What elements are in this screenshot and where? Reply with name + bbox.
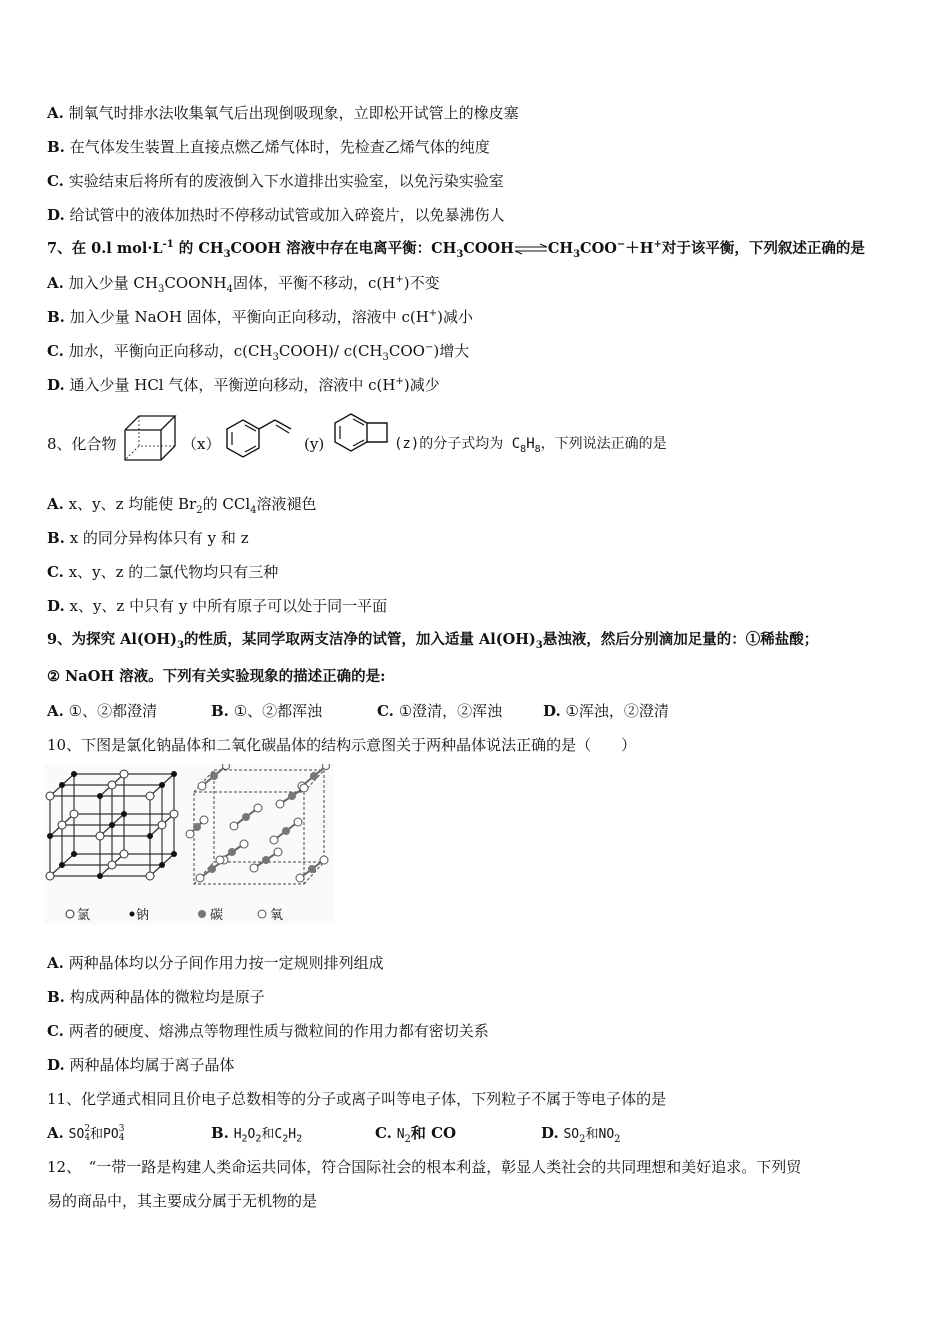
q7-option-d [47, 375, 440, 395]
legend-carbon: 碳 [210, 908, 224, 923]
q9-option-a [47, 701, 211, 721]
sup: + [428, 308, 438, 319]
sub: 2 [255, 1133, 262, 1145]
sub: 3 [456, 248, 464, 260]
q8-text: (z)的分子式均为 C [394, 436, 521, 452]
sup: − [616, 239, 626, 251]
option-label: A. [47, 274, 64, 292]
option-label: B. [211, 702, 229, 720]
option-text: 的 CCl [202, 495, 251, 513]
option-label: D. [543, 702, 561, 720]
sub: 2 [196, 505, 203, 516]
q10-option-b [47, 987, 265, 1007]
q7-option-c [47, 341, 469, 361]
q8-lead: 化合物 [71, 435, 117, 453]
q7-text: 对于该平衡，下列叙述正确的是 [661, 240, 865, 257]
option-label: A. [47, 954, 64, 972]
q11-options [47, 1123, 621, 1145]
sub: 3 [176, 639, 184, 651]
option-text: )减小 [437, 308, 474, 326]
q6-option-c [47, 171, 504, 191]
formula-text: 和PO [90, 1127, 119, 1142]
sub: 2 [614, 1134, 621, 1145]
option-text: 加入少量 CH [68, 274, 158, 292]
q7-text: ＋H [625, 240, 654, 257]
q10-option-d [47, 1055, 235, 1075]
formula-text: H [233, 1127, 242, 1142]
q6-option-b [47, 137, 490, 157]
q8-text: H [526, 436, 535, 452]
q11-option-d [541, 1123, 621, 1145]
q7-text: COOH 溶液中存在电离平衡：CH [230, 240, 457, 257]
q7-text: COOH [463, 240, 514, 257]
q9-option-c [377, 701, 543, 721]
legend-sodium: 钠 [136, 908, 150, 923]
option-text: )增大 [433, 342, 470, 360]
option-text: 构成两种晶体的微粒均是原子 [69, 988, 265, 1006]
option-text: 溶液褪色 [256, 495, 317, 513]
sup: + [395, 376, 404, 387]
sup: + [653, 239, 662, 251]
sub: 4 [250, 505, 257, 516]
option-label: D. [47, 376, 65, 394]
q7-text: CH [547, 240, 574, 257]
option-label: A. [47, 702, 64, 720]
formula-text: H [288, 1127, 297, 1142]
q12-stem-line2: 易的商品中，其主要成分属于无机物的是 [47, 1192, 318, 1210]
option-text: 加水，平衡向正向移动，c(CH [68, 342, 273, 360]
option-text: 加入少量 NaOH 固体，平衡向正向移动，溶液中 c(H [69, 308, 429, 326]
option-text: COOH)/ c(CH [278, 342, 383, 360]
cubane-structure-icon [121, 412, 179, 462]
option-text: )减少 [403, 376, 440, 394]
sub: 3 [223, 248, 231, 260]
sub: 3 [157, 284, 165, 295]
option-label: D. [47, 597, 65, 615]
q11-option-a [47, 1123, 211, 1145]
q9-option-d [543, 701, 669, 721]
q8-number: 8、 [47, 435, 72, 453]
option-label: B. [47, 988, 65, 1006]
q9-option-b [211, 701, 377, 721]
sub: 2 [579, 1134, 586, 1145]
option-text: ①、②都浑浊 [233, 702, 323, 720]
q9-number: 9、 [47, 631, 72, 648]
formula-text: O [247, 1127, 256, 1142]
q10-stem: 10、下图是氯化钠晶体和二氧化碳晶体的结构示意图关于两种晶体说法正确的是（ ） [47, 736, 637, 754]
q7-text: 在 0.l mol·L [71, 240, 163, 257]
q9-stem-line1 [47, 630, 818, 650]
option-text: ①澄清，②浑浊 [398, 702, 503, 720]
q8-option-c [47, 562, 278, 582]
benzocyclobutene-structure-icon [331, 410, 393, 462]
option-label: A. [47, 104, 64, 122]
q8-number-lead [47, 434, 117, 454]
sub: 8 [520, 443, 527, 455]
charge-index: 3 4 [118, 1124, 125, 1143]
option-text: 固体，平衡不移动，c(H [233, 274, 396, 292]
formula-text: 和NO [585, 1127, 615, 1142]
formula-text: N [396, 1127, 405, 1142]
q10-option-a [47, 953, 384, 973]
sub: 3 [573, 248, 581, 260]
option-text: 两者的硬度、熔沸点等物理性质与微粒间的作用力都有密切关系 [68, 1022, 489, 1040]
option-label: C. [377, 702, 394, 720]
q9-options [47, 701, 669, 721]
q8-z-label [394, 434, 667, 454]
q7-stem [47, 239, 865, 259]
sub: 8 [534, 443, 541, 455]
q9-text: 的性质，某同学取两支洁净的试管，加入适量 Al(OH) [183, 631, 536, 648]
option-label: B. [47, 308, 65, 326]
q7-number: 7、 [47, 240, 72, 257]
option-text: 两种晶体均属于离子晶体 [69, 1056, 235, 1074]
charge-index: 2 4 [84, 1124, 91, 1143]
legend-chlorine: 氯 [77, 908, 91, 923]
option-text: 在气体发生装置上直接点燃乙烯气体时，先检查乙烯气体的纯度 [69, 138, 490, 156]
option-text: )不变 [403, 274, 440, 292]
option-label: D. [47, 1056, 65, 1074]
crystal-structure-figure [44, 764, 334, 924]
option-label: C. [47, 1022, 64, 1040]
sub: 4 [226, 284, 234, 295]
formula-text: 和C [261, 1127, 283, 1142]
q6-option-d [47, 205, 505, 225]
q7-text: COO [580, 240, 617, 257]
option-label: D. [47, 206, 65, 224]
option-text: x、y、z 中只有 y 中所有原子可以处于同一平面 [69, 597, 388, 615]
sub: 2 [282, 1133, 289, 1145]
sup: − [424, 342, 434, 353]
q7-text: 的 CH [173, 240, 224, 257]
sub: 2 [241, 1133, 248, 1145]
option-text: COO [388, 342, 425, 360]
q8-x-label: （x） [182, 435, 221, 453]
option-label: A. [47, 1124, 64, 1142]
sub: 3 [382, 352, 389, 363]
option-text: ①、②都澄清 [68, 702, 158, 720]
q9-text: 为探究 Al(OH) [71, 631, 177, 648]
option-label: B. [47, 529, 65, 547]
q10-option-c [47, 1021, 489, 1041]
option-text: 制氧气时排水法收集氧气后出现倒吸现象，立即松开试管上的橡皮塞 [68, 104, 519, 122]
equilibrium-arrow-icon [514, 243, 548, 255]
option-text: 两种晶体均以分子间作用力按一定规则排列组成 [68, 954, 384, 972]
styrene-structure-icon [223, 408, 298, 463]
option-text: x、y、z 的二氯代物均只有三种 [68, 563, 279, 581]
q11-stem: 11、化学通式相同且价电子总数相等的分子或离子叫等电子体，下列粒子不属于等电子体的是 [47, 1090, 667, 1108]
formula-text: 和 CO [410, 1124, 457, 1142]
sup: + [395, 274, 404, 285]
q11-option-c [375, 1123, 541, 1145]
option-label: C. [375, 1124, 392, 1142]
q9-text: 悬浊液，然后分别滴加足量的：①稀盐酸； [542, 631, 819, 648]
q6-option-a [47, 103, 519, 123]
formula-text: SO [68, 1127, 85, 1142]
option-text: 给试管中的液体加热时不停移动试管或加入碎瓷片，以免暴沸伤人 [69, 206, 505, 224]
sup: -1 [162, 239, 174, 251]
option-label: C. [47, 563, 64, 581]
sub: 2 [404, 1134, 411, 1145]
option-label: B. [47, 138, 65, 156]
option-text: x 的同分异构体只有 y 和 z [69, 529, 249, 547]
sub: 3 [272, 352, 279, 363]
legend-oxygen: 氧 [270, 908, 284, 923]
q7-option-b [47, 307, 473, 327]
option-text: ①浑浊，②澄清 [565, 702, 669, 720]
q8-option-b [47, 528, 249, 548]
option-text: 通入少量 HCl 气体，平衡逆向移动，溶液中 c(H [69, 376, 396, 394]
option-label: C. [47, 342, 64, 360]
q8-text: ，下列说法正确的是 [540, 436, 667, 452]
sub: 2 [296, 1133, 303, 1145]
q7-option-a [47, 273, 440, 293]
option-text: 实验结束后将所有的废液倒入下水道排出实验室，以免污染实验室 [68, 172, 504, 190]
option-text: x、y、z 均能使 Br [68, 495, 197, 513]
option-text: COONH [164, 274, 227, 292]
q8-option-a [47, 494, 317, 514]
formula-text: SO [563, 1127, 580, 1142]
sub: 3 [535, 639, 543, 651]
q11-option-b [211, 1123, 375, 1145]
q9-stem-line2: ② NaOH 溶液。下列有关实验现象的描述正确的是: [47, 668, 386, 685]
option-label: A. [47, 495, 64, 513]
option-label: B. [211, 1124, 229, 1142]
option-label: D. [541, 1124, 559, 1142]
q8-y-label: (y) [304, 435, 325, 453]
q8-option-d [47, 596, 387, 616]
q12-stem-line1: 12、 “一带一路是构建人类命运共同体，符合国际社会的根本利益，彰显人类社会的共同理想和美好追求。下列贸 [47, 1158, 802, 1176]
option-label: C. [47, 172, 64, 190]
